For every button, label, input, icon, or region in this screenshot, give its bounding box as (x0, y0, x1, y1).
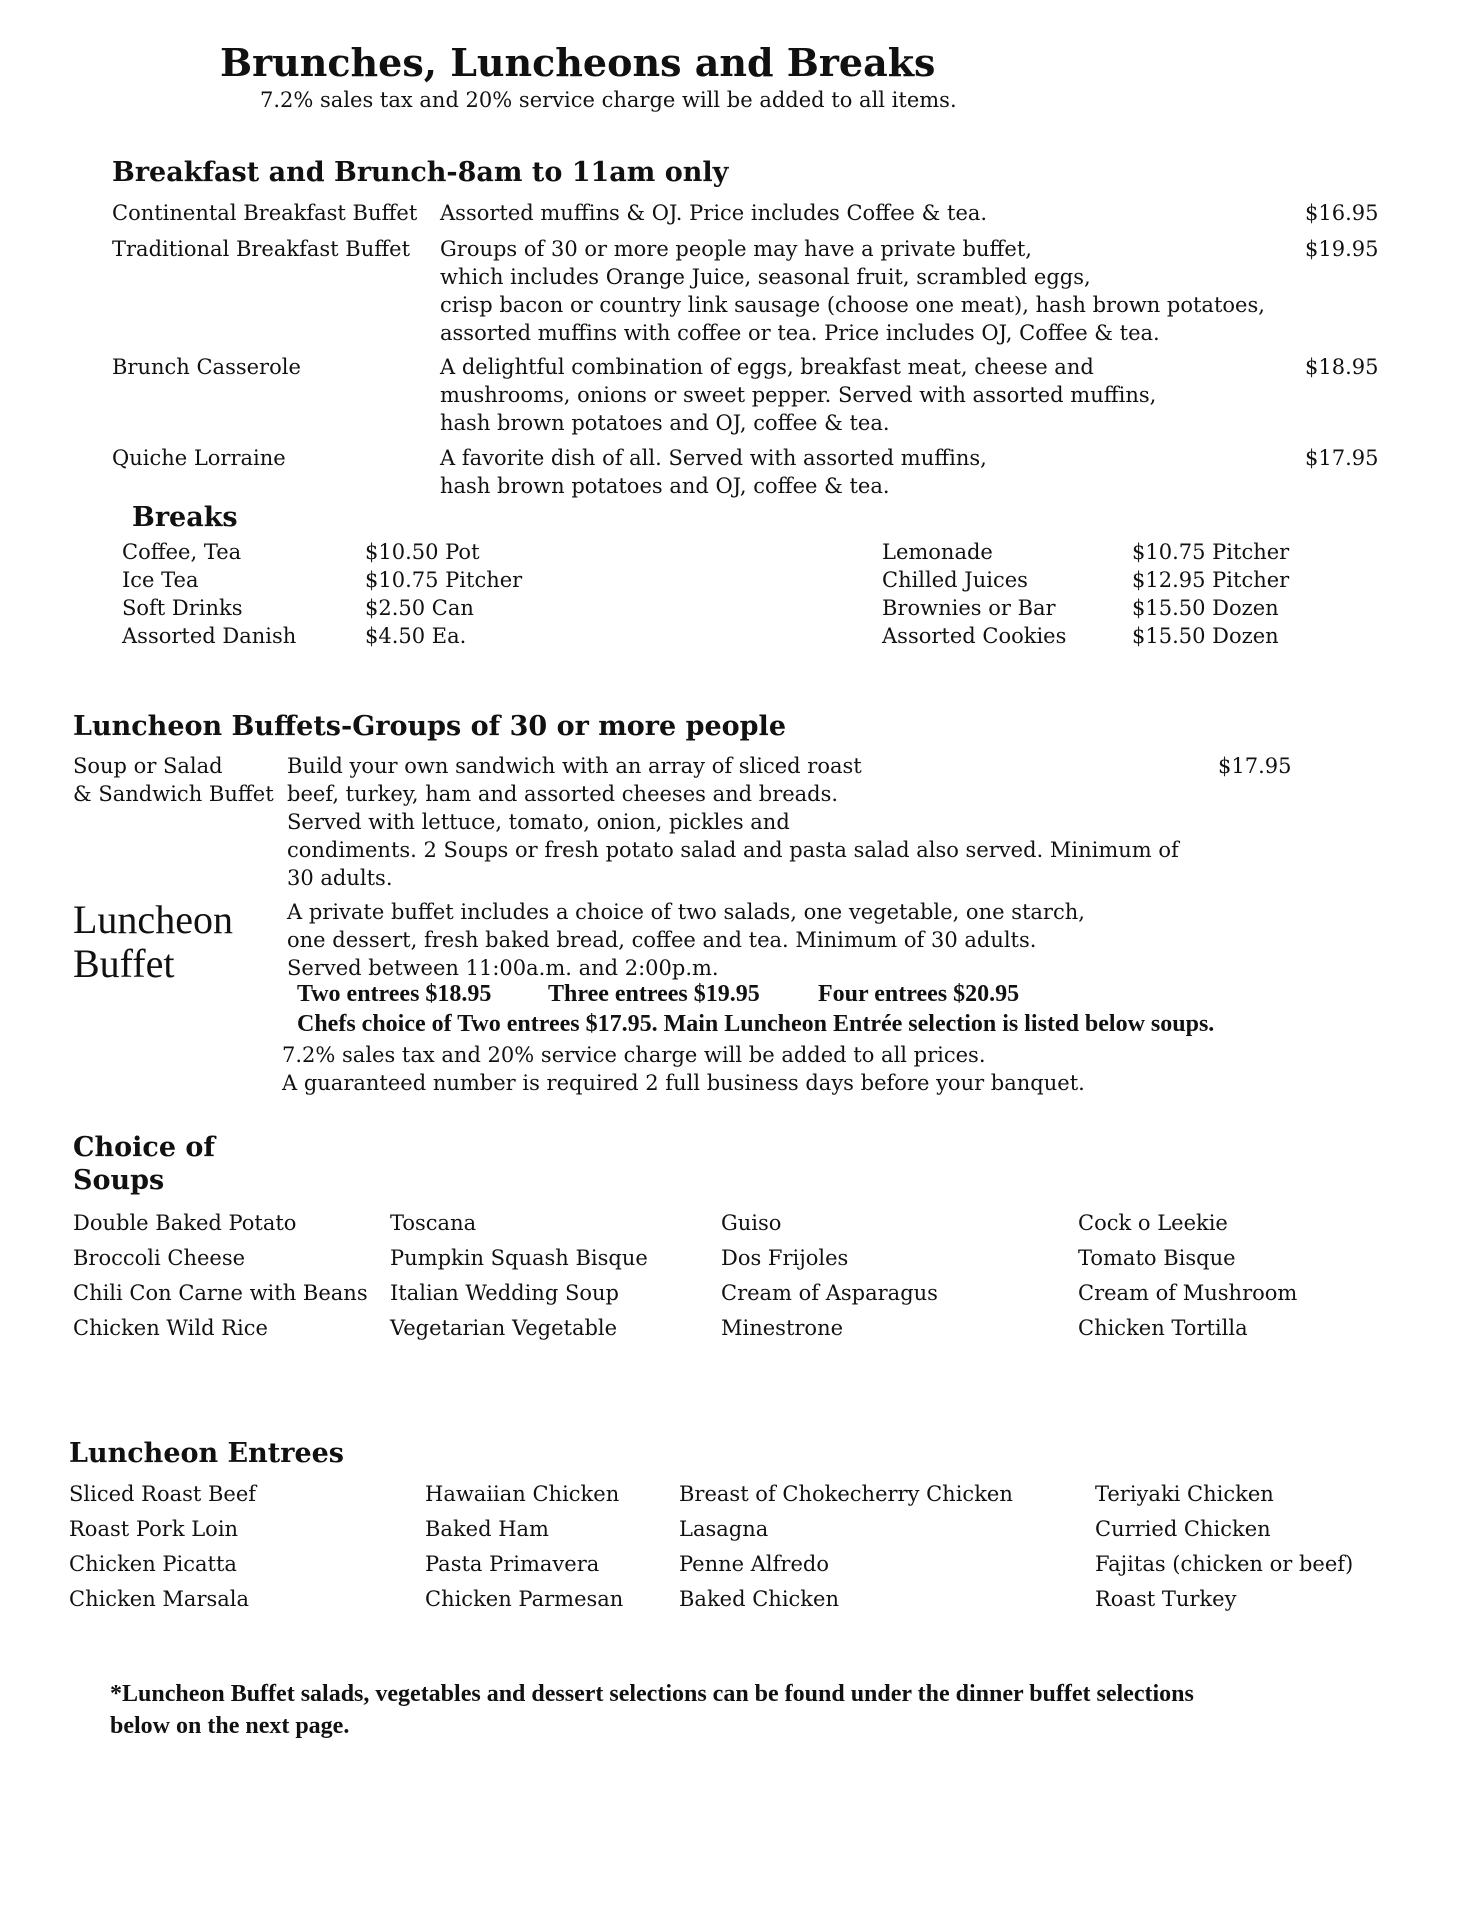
desc-line: hash brown potatoes and OJ, coffee & tea. (440, 411, 890, 435)
sandwich-buffet-price: $17.95 (1218, 754, 1292, 778)
break-item-price: $10.75 Pitcher (365, 568, 523, 592)
desc-line: A favorite dish of all. Served with assorted muffins, (440, 446, 987, 470)
page-subtitle: 7.2% sales tax and 20% service charge will be added to all items. (260, 88, 957, 112)
desc-line: assorted muffins with coffee or tea. Price includes OJ, Coffee & tea. (440, 321, 1160, 345)
break-item-price: $15.50 Dozen (1132, 624, 1279, 648)
entree-item: Fajitas (chicken or beef) (1095, 1552, 1354, 1576)
soups-column (73, 1206, 368, 1346)
break-item-price: $10.50 Pot (365, 540, 480, 564)
luncheon-buffet-desc (287, 898, 1085, 982)
break-item-price: $2.50 Can (365, 596, 474, 620)
footnote (110, 1678, 1194, 1742)
break-item-price: $4.50 Ea. (365, 624, 467, 648)
soup-item: Tomato Bisque (1078, 1246, 1236, 1270)
soup-item: Minestrone (721, 1316, 844, 1340)
luncheon-buffets-heading: Luncheon Buffets-Groups of 30 or more people (73, 711, 786, 742)
break-item-name: Coffee, Tea (122, 540, 242, 564)
soup-item: Chicken Tortilla (1078, 1316, 1248, 1340)
breakfast-item-price: $19.95 (1305, 237, 1379, 261)
breakfast-heading: Breakfast and Brunch-8am to 11am only (112, 157, 729, 188)
entree-item: Lasagna (679, 1517, 769, 1541)
soup-item: Cock o Leekie (1078, 1211, 1228, 1235)
desc-line: mushrooms, onions or sweet pepper. Served with assorted muffins, (440, 383, 1157, 407)
break-item-name: Lemonade (882, 540, 993, 564)
break-item-name: Chilled Juices (882, 568, 1028, 592)
entree-item: Roast Turkey (1095, 1587, 1237, 1611)
tax-note: 7.2% sales tax and 20% service charge will be added to all prices. (282, 1043, 986, 1067)
soup-item: Broccoli Cheese (73, 1246, 246, 1270)
desc-line: A delightful combination of eggs, breakfast meat, cheese and (440, 355, 1094, 379)
break-item-name: Assorted Cookies (882, 624, 1067, 648)
footnote-line: below on the next page. (110, 1713, 350, 1739)
desc-line: Assorted muffins & OJ. Price includes Coffee & tea. (440, 201, 988, 225)
soup-item: Double Baked Potato (73, 1211, 297, 1235)
desc-line: condiments. 2 Soups or fresh potato salad and pasta salad also served. Minimum of (287, 838, 1179, 862)
desc-line: Groups of 30 or more people may have a private buffet, (440, 237, 1032, 261)
break-item-name: Assorted Danish (122, 624, 297, 648)
desc-line: hash brown potatoes and OJ, coffee & tea. (440, 474, 890, 498)
soup-item: Italian Wedding Soup (390, 1281, 619, 1305)
breakfast-item-desc (440, 235, 1265, 347)
breaks-heading: Breaks (132, 502, 238, 533)
entree-item: Hawaiian Chicken (425, 1482, 620, 1506)
heading-line: Soups (73, 1165, 165, 1196)
break-item-price: $15.50 Dozen (1132, 596, 1279, 620)
desc-line: which includes Orange Juice, seasonal fruit, scrambled eggs, (440, 265, 1091, 289)
break-item-name: Ice Tea (122, 568, 199, 592)
name-line: Soup or Salad (73, 754, 223, 778)
sandwich-buffet-name (73, 752, 274, 808)
entree-price-three: Three entrees $19.95 (548, 981, 760, 1007)
entrees-column (1095, 1477, 1353, 1617)
name-line: Buffet (73, 941, 175, 986)
entrees-column (679, 1477, 1013, 1617)
soups-column (721, 1206, 938, 1346)
breakfast-item-name: Traditional Breakfast Buffet (112, 237, 411, 261)
entree-item: Curried Chicken (1095, 1517, 1271, 1541)
break-item-price: $10.75 Pitcher (1132, 540, 1290, 564)
desc-line: Build your own sandwich with an array of sliced roast (287, 754, 862, 778)
entree-item: Penne Alfredo (679, 1552, 829, 1576)
break-item-name: Brownies or Bar (882, 596, 1056, 620)
breakfast-item-price: $16.95 (1305, 201, 1379, 225)
breakfast-item-price: $17.95 (1305, 446, 1379, 470)
soup-item: Toscana (390, 1211, 477, 1235)
entree-item: Chicken Picatta (69, 1552, 237, 1576)
entrees-column (425, 1477, 623, 1617)
break-item-name: Soft Drinks (122, 596, 243, 620)
entree-item: Baked Chicken (679, 1587, 839, 1611)
desc-line: Served between 11:00a.m. and 2:00p.m. (287, 956, 719, 980)
entrees-heading: Luncheon Entrees (69, 1438, 344, 1469)
desc-line: one dessert, fresh baked bread, coffee and tea. Minimum of 30 adults. (287, 928, 1037, 952)
name-line: Luncheon (73, 897, 233, 942)
desc-line: crisp bacon or country link sausage (choose one meat), hash brown potatoes, (440, 293, 1265, 317)
entree-item: Teriyaki Chicken (1095, 1482, 1274, 1506)
soup-item: Guiso (721, 1211, 782, 1235)
breakfast-item-desc (440, 199, 987, 227)
footnote-line: *Luncheon Buffet salads, vegetables and dessert selections can be found under the dinner buffet selections (110, 1681, 1194, 1707)
soup-item: Dos Frijoles (721, 1246, 849, 1270)
sandwich-buffet-desc (287, 752, 1179, 892)
entree-price-four: Four entrees $20.95 (818, 981, 1020, 1007)
guarantee-note: A guaranteed number is required 2 full business days before your banquet. (282, 1071, 1085, 1095)
desc-line: A private buffet includes a choice of two salads, one vegetable, one starch, (287, 900, 1085, 924)
entree-item: Roast Pork Loin (69, 1517, 239, 1541)
entree-item: Sliced Roast Beef (69, 1482, 257, 1506)
page-title: Brunches, Luncheons and Breaks (220, 40, 936, 85)
soups-heading (73, 1131, 215, 1197)
breakfast-item-name: Quiche Lorraine (112, 446, 286, 470)
entree-item: Chicken Marsala (69, 1587, 250, 1611)
soup-item: Pumpkin Squash Bisque (390, 1246, 648, 1270)
entrees-column (69, 1477, 256, 1617)
soup-item: Chicken Wild Rice (73, 1316, 268, 1340)
desc-line: Served with lettuce, tomato, onion, pickles and (287, 810, 790, 834)
entree-item: Pasta Primavera (425, 1552, 600, 1576)
breakfast-item-price: $18.95 (1305, 355, 1379, 379)
soup-item: Chili Con Carne with Beans (73, 1281, 368, 1305)
breakfast-item-name: Brunch Casserole (112, 355, 301, 379)
soups-column (1078, 1206, 1297, 1346)
name-line: & Sandwich Buffet (73, 782, 274, 806)
entree-item: Breast of Chokecherry Chicken (679, 1482, 1013, 1506)
chefs-choice-note: Chefs choice of Two entrees $17.95. Main Luncheon Entrée selection is listed below soups. (297, 1011, 1215, 1037)
entree-price-two: Two entrees $18.95 (297, 981, 492, 1007)
desc-line: beef, turkey, ham and assorted cheeses and breads. (287, 782, 839, 806)
heading-line: Choice of (73, 1132, 216, 1163)
breakfast-item-desc (440, 353, 1156, 437)
soup-item: Cream of Mushroom (1078, 1281, 1298, 1305)
break-item-price: $12.95 Pitcher (1132, 568, 1290, 592)
desc-line: 30 adults. (287, 866, 393, 890)
soup-item: Vegetarian Vegetable (390, 1316, 618, 1340)
entree-item: Chicken Parmesan (425, 1587, 624, 1611)
breakfast-item-name: Continental Breakfast Buffet (112, 201, 418, 225)
soups-column (390, 1206, 648, 1346)
breakfast-item-desc (440, 444, 987, 500)
soup-item: Cream of Asparagus (721, 1281, 938, 1305)
luncheon-buffet-name (73, 898, 233, 986)
entree-item: Baked Ham (425, 1517, 549, 1541)
